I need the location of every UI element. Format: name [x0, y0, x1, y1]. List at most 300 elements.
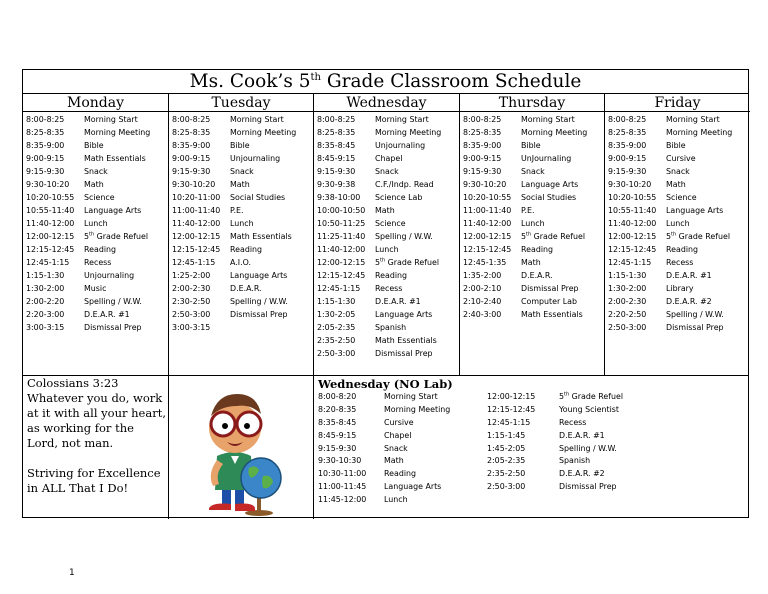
- time-slot: 10:00-10:50: [317, 206, 366, 215]
- activity: C.F./Indp. Read: [375, 180, 434, 189]
- time-slot: 8:00-8:25: [26, 115, 65, 124]
- schedule-row: [26, 126, 168, 139]
- time-slot: 10:20-10:55: [463, 193, 512, 202]
- day-header: Tuesday: [169, 94, 313, 112]
- schedule-row: [463, 230, 604, 243]
- activity: P.E.: [521, 206, 535, 215]
- verse-reference: Colossians 3:23: [27, 376, 119, 390]
- schedule-row: [26, 256, 168, 269]
- activity: Math Essentials: [375, 336, 437, 345]
- activity: 5th Grade Refuel: [375, 257, 440, 267]
- day-header: Wednesday: [314, 94, 459, 112]
- activity: Math: [84, 180, 104, 189]
- activity: Lunch: [375, 245, 399, 254]
- activity: Morning Start: [384, 392, 438, 401]
- activity: Science Lab: [375, 193, 423, 202]
- time-slot: 11:40-12:00: [172, 219, 221, 228]
- schedule-row: [487, 391, 623, 404]
- schedule-row: [317, 191, 459, 204]
- time-slot: 11:40-12:00: [26, 219, 75, 228]
- activity: D.E.A.R. #2: [559, 469, 605, 479]
- bottom-section: [23, 375, 748, 519]
- activity: Social Studies: [521, 193, 577, 202]
- schedule-row: [608, 256, 750, 269]
- schedule-row: [487, 430, 623, 443]
- activity: Computer Lab: [521, 297, 577, 306]
- schedule-row: [487, 455, 623, 468]
- time-slot: 10:55-11:40: [26, 206, 75, 215]
- activity: Dismissal Prep: [521, 284, 579, 293]
- time-slot: 8:25-8:35: [317, 128, 356, 137]
- time-slot: 8:25-8:35: [608, 128, 647, 137]
- schedule-row: [487, 417, 623, 430]
- schedule-row: [26, 282, 168, 295]
- activity: Unjournaling: [84, 271, 135, 280]
- activity: Language Arts: [84, 206, 142, 215]
- day-rows: [460, 112, 604, 321]
- time-slot: 10:20-11:00: [172, 193, 221, 202]
- activity: D.E.A.R. #2: [666, 297, 712, 306]
- activity: Reading: [375, 271, 408, 280]
- time-slot: 9:30-10:20: [172, 180, 216, 189]
- time-slot: 12:45-1:15: [172, 258, 216, 267]
- time-slot: 2:20-3:00: [26, 310, 65, 319]
- time-slot: 11:25-11:40: [317, 232, 366, 241]
- time-slot: 9:30-10:20: [26, 180, 70, 189]
- time-slot: 9:15-9:30: [463, 167, 502, 176]
- activity: 5th Grade Refuel: [666, 231, 731, 241]
- activity: Social Studies: [230, 193, 286, 202]
- clipart-illustration: [169, 376, 313, 519]
- schedule-row: [26, 165, 168, 178]
- time-slot: 11:00-11:40: [463, 206, 512, 215]
- schedule-row: [172, 178, 313, 191]
- schedule-row: [463, 113, 604, 126]
- time-slot: 8:00-8:25: [463, 115, 502, 124]
- wednesday-no-lab-left: [318, 391, 450, 507]
- activity: Language Arts: [666, 206, 724, 215]
- time-slot: 12:45-1:15: [26, 258, 70, 267]
- activity: Bible: [230, 141, 250, 150]
- activity: Math: [666, 180, 686, 189]
- time-slot: 12:45-1:35: [463, 258, 507, 267]
- time-slot: 1:45-2:05: [487, 443, 526, 453]
- activity: UnJournaling: [521, 154, 572, 163]
- schedule-row: [608, 178, 750, 191]
- activity: Math Essentials: [521, 310, 583, 319]
- time-slot: 1:30-2:00: [26, 284, 65, 293]
- schedule-table: [22, 69, 749, 518]
- activity: Science: [375, 219, 406, 228]
- time-slot: 1:35-2:00: [463, 271, 502, 280]
- schedule-row: [172, 113, 313, 126]
- activity: Dismissal Prep: [375, 349, 433, 358]
- activity: Morning Meeting: [521, 128, 588, 137]
- activity: Dismissal Prep: [559, 482, 617, 492]
- day-header: Thursday: [460, 94, 604, 112]
- schedule-row: [26, 243, 168, 256]
- time-slot: 2:10-2:40: [463, 297, 502, 306]
- activity: Recess: [375, 284, 403, 293]
- day-column-tuesday: [169, 94, 314, 375]
- schedule-row: [26, 230, 168, 243]
- schedule-row: [317, 269, 459, 282]
- schedule-row: [172, 139, 313, 152]
- time-slot: 8:00-8:25: [172, 115, 211, 124]
- schedule-row: [172, 152, 313, 165]
- activity: Unjournaling: [375, 141, 426, 150]
- schedule-row: [608, 321, 750, 334]
- activity: A.I.O.: [230, 258, 252, 267]
- activity: Reading: [666, 245, 699, 254]
- time-slot: 12:00-12:15: [26, 232, 75, 241]
- schedule-row: [318, 468, 450, 481]
- time-slot: 12:45-1:15: [487, 417, 531, 427]
- time-slot: 9:00-9:15: [26, 154, 65, 163]
- activity: Lunch: [521, 219, 545, 228]
- activity: Morning Meeting: [666, 128, 733, 137]
- time-slot: 1:15-1:30: [26, 271, 65, 280]
- schedule-row: [317, 243, 459, 256]
- time-slot: 2:40-3:00: [463, 310, 502, 319]
- motto-text: Striving for Excellence in ALL That I Do!: [27, 466, 161, 495]
- schedule-row: [608, 243, 750, 256]
- time-slot: 11:45-12:00: [318, 495, 367, 505]
- time-slot: 8:45-9:15: [317, 154, 356, 163]
- schedule-row: [463, 126, 604, 139]
- time-slot: 12:00-12:15: [463, 232, 512, 241]
- schedule-row: [487, 404, 623, 417]
- time-slot: 2:00-2:30: [608, 297, 647, 306]
- schedule-row: [608, 230, 750, 243]
- page-number: 1: [69, 568, 75, 578]
- student-globe-icon: [169, 376, 314, 519]
- time-slot: 10:20-10:55: [26, 193, 75, 202]
- time-slot: 9:30-10:20: [608, 180, 652, 189]
- activity: Math Essentials: [230, 232, 292, 241]
- activity: Bible: [666, 141, 686, 150]
- schedule-row: [26, 269, 168, 282]
- schedule-row: [317, 113, 459, 126]
- activity: D.E.A.R. #1: [559, 430, 605, 440]
- time-slot: 12:00-12:15: [172, 232, 221, 241]
- schedule-row: [487, 481, 623, 494]
- schedule-row: [26, 204, 168, 217]
- time-slot: 1:15-1:45: [487, 430, 526, 440]
- time-slot: 2:50-3:00: [487, 482, 526, 492]
- time-slot: 2:50-3:00: [172, 310, 211, 319]
- time-slot: 2:50-3:00: [317, 349, 356, 358]
- schedule-row: [26, 178, 168, 191]
- schedule-row: [26, 321, 168, 334]
- time-slot: 2:00-2:30: [172, 284, 211, 293]
- activity: Reading: [230, 245, 263, 254]
- activity: Reading: [384, 469, 417, 479]
- time-slot: 10:55-11:40: [608, 206, 657, 215]
- schedule-row: [317, 256, 459, 269]
- activity: D.E.A.R.: [521, 271, 553, 280]
- title-superscript: th: [310, 71, 321, 83]
- schedule-row: [172, 308, 313, 321]
- day-rows: [169, 112, 313, 334]
- time-slot: 12:00-12:15: [487, 392, 536, 401]
- activity: D.E.A.R.: [230, 284, 262, 293]
- schedule-row: [463, 308, 604, 321]
- time-slot: 12:15-12:45: [172, 245, 221, 254]
- activity: Lunch: [666, 219, 690, 228]
- page-title: [23, 70, 748, 94]
- schedule-row: [318, 481, 450, 494]
- schedule-row: [317, 178, 459, 191]
- schedule-row: [487, 443, 623, 456]
- time-slot: 8:25-8:35: [26, 128, 65, 137]
- activity: Snack: [375, 167, 399, 176]
- activity: Math Essentials: [84, 154, 146, 163]
- activity: D.E.A.R. #1: [84, 310, 130, 319]
- activity: Reading: [521, 245, 554, 254]
- time-slot: 8:25-8:35: [463, 128, 502, 137]
- time-slot: 9:30-9:38: [317, 180, 356, 189]
- time-slot: 11:40-12:00: [463, 219, 512, 228]
- schedule-row: [318, 455, 450, 468]
- day-rows: [314, 112, 459, 360]
- time-slot: 12:15-12:45: [463, 245, 512, 254]
- time-slot: 2:05-2:35: [317, 323, 356, 332]
- time-slot: 9:38-10:00: [317, 193, 361, 202]
- schedule-row: [608, 152, 750, 165]
- time-slot: 9:30-10:30: [318, 456, 362, 466]
- activity: Recess: [84, 258, 112, 267]
- schedule-row: [608, 269, 750, 282]
- schedule-row: [608, 113, 750, 126]
- activity: Math: [384, 456, 404, 466]
- activity: Bible: [521, 141, 541, 150]
- activity: Snack: [666, 167, 690, 176]
- activity: Morning Start: [521, 115, 575, 124]
- time-slot: 2:05-2:35: [487, 456, 526, 466]
- activity: Morning Meeting: [384, 404, 451, 414]
- time-slot: 8:45-9:15: [318, 430, 357, 440]
- schedule-row: [317, 230, 459, 243]
- day-header: Friday: [605, 94, 750, 112]
- schedule-row: [26, 139, 168, 152]
- time-slot: 8:35-9:00: [463, 141, 502, 150]
- schedule-row: [318, 391, 450, 404]
- schedule-row: [172, 165, 313, 178]
- schedule-row: [608, 295, 750, 308]
- schedule-row: [317, 334, 459, 347]
- schedule-row: [317, 321, 459, 334]
- activity: Spelling / W.W.: [84, 297, 142, 306]
- title-day: Wednesday: [318, 377, 390, 391]
- schedule-row: [463, 295, 604, 308]
- schedule-row: [26, 152, 168, 165]
- schedule-row: [172, 230, 313, 243]
- activity: Math: [521, 258, 541, 267]
- activity: Dismissal Prep: [84, 323, 142, 332]
- schedule-row: [317, 282, 459, 295]
- schedule-row: [463, 256, 604, 269]
- time-slot: 9:15-9:30: [608, 167, 647, 176]
- time-slot: 9:30-10:20: [463, 180, 507, 189]
- time-slot: 9:15-9:30: [26, 167, 65, 176]
- time-slot: 2:00-2:10: [463, 284, 502, 293]
- schedule-row: [172, 191, 313, 204]
- activity: Morning Meeting: [84, 128, 151, 137]
- schedule-row: [172, 321, 313, 334]
- title-suffix: Grade Classroom Schedule: [320, 71, 582, 92]
- activity: Language Arts: [230, 271, 288, 280]
- schedule-row: [172, 243, 313, 256]
- schedule-row: [317, 126, 459, 139]
- activity: Lunch: [384, 495, 408, 505]
- time-slot: 12:15-12:45: [608, 245, 657, 254]
- activity: Science: [84, 193, 115, 202]
- time-slot: 8:35-8:45: [317, 141, 356, 150]
- schedule-row: [487, 468, 623, 481]
- activity: Lunch: [230, 219, 254, 228]
- wednesday-no-lab-box: [314, 376, 750, 519]
- schedule-row: [463, 282, 604, 295]
- schedule-row: [317, 347, 459, 360]
- activity: Recess: [559, 417, 587, 427]
- schedule-row: [608, 217, 750, 230]
- activity: Language Arts: [521, 180, 579, 189]
- activity: Language Arts: [375, 310, 433, 319]
- schedule-row: [317, 165, 459, 178]
- schedule-row: [26, 308, 168, 321]
- schedule-row: [172, 295, 313, 308]
- schedule-row: [463, 269, 604, 282]
- schedule-row: [463, 217, 604, 230]
- schedule-row: [318, 417, 450, 430]
- schedule-row: [172, 269, 313, 282]
- activity: P.E.: [230, 206, 244, 215]
- activity: 5th Grade Refuel: [84, 231, 149, 241]
- schedule-row: [26, 217, 168, 230]
- time-slot: 1:25-2:00: [172, 271, 211, 280]
- schedule-row: [317, 308, 459, 321]
- activity: Spelling / W.W.: [666, 310, 724, 319]
- time-slot: 11:40-12:00: [317, 245, 366, 254]
- activity: Reading: [84, 245, 117, 254]
- schedule-row: [463, 204, 604, 217]
- time-slot: 10:20-10:55: [608, 193, 657, 202]
- time-slot: 8:00-8:25: [317, 115, 356, 124]
- schedule-row: [172, 282, 313, 295]
- time-slot: 11:00-11:40: [172, 206, 221, 215]
- day-column-monday: [23, 94, 169, 375]
- schedule-row: [26, 113, 168, 126]
- activity: Morning Start: [666, 115, 720, 124]
- schedule-row: [463, 178, 604, 191]
- schedule-row: [318, 443, 450, 456]
- activity: Language Arts: [384, 482, 442, 492]
- time-slot: 12:45-1:15: [317, 284, 361, 293]
- day-column-wednesday: [314, 94, 460, 375]
- time-slot: 10:30-11:00: [318, 469, 367, 479]
- activity: Dismissal Prep: [230, 310, 288, 319]
- activity: Math: [375, 206, 395, 215]
- time-slot: 9:15-9:30: [172, 167, 211, 176]
- time-slot: 2:30-2:50: [172, 297, 211, 306]
- time-slot: 1:15-1:30: [608, 271, 647, 280]
- schedule-row: [463, 139, 604, 152]
- schedule-row: [317, 139, 459, 152]
- activity: Snack: [384, 443, 408, 453]
- activity: Morning Meeting: [230, 128, 297, 137]
- schedule-row: [463, 191, 604, 204]
- title-note: (NO Lab): [393, 377, 453, 391]
- activity: Science: [666, 193, 697, 202]
- activity: Spanish: [375, 323, 407, 332]
- time-slot: 1:30-2:05: [317, 310, 356, 319]
- activity: Cursive: [384, 417, 414, 427]
- activity: D.E.A.R. #1: [666, 271, 712, 280]
- time-slot: 11:40-12:00: [608, 219, 657, 228]
- time-slot: 12:00-12:15: [317, 258, 366, 267]
- activity: Snack: [230, 167, 254, 176]
- schedule-row: [318, 494, 450, 507]
- time-slot: 12:00-12:15: [608, 232, 657, 241]
- activity: Dismissal Prep: [666, 323, 724, 332]
- day-rows: [605, 112, 750, 334]
- activity: Young Scientist: [559, 404, 620, 414]
- time-slot: 12:15-12:45: [487, 404, 536, 414]
- time-slot: 8:35-9:00: [26, 141, 65, 150]
- schedule-row: [608, 282, 750, 295]
- activity: Music: [84, 284, 107, 293]
- schedule-row: [608, 139, 750, 152]
- day-header: Monday: [23, 94, 168, 112]
- activity: Spelling / W.W.: [559, 443, 617, 453]
- time-slot: 12:15-12:45: [26, 245, 75, 254]
- schedule-row: [172, 126, 313, 139]
- activity: Morning Start: [84, 115, 138, 124]
- time-slot: 12:15-12:45: [317, 271, 366, 280]
- schedule-row: [318, 430, 450, 443]
- activity: Library: [666, 284, 694, 293]
- activity: Chapel: [375, 154, 403, 163]
- time-slot: 9:00-9:15: [608, 154, 647, 163]
- time-slot: 3:00-3:15: [26, 323, 65, 332]
- activity: Cursive: [666, 154, 696, 163]
- time-slot: 2:35-2:50: [487, 469, 526, 479]
- time-slot: 8:20-8:35: [318, 404, 357, 414]
- verse-text: Whatever you do, work at it with all your heart, as working for the Lord, not man.: [27, 391, 166, 450]
- time-slot: 8:35-9:00: [608, 141, 647, 150]
- activity: Bible: [84, 141, 104, 150]
- time-slot: 12:45-1:15: [608, 258, 652, 267]
- activity: Morning Start: [375, 115, 429, 124]
- activity: Spanish: [559, 456, 591, 466]
- time-slot: 8:00-8:20: [318, 392, 357, 401]
- schedule-row: [317, 204, 459, 217]
- day-rows: [23, 112, 168, 334]
- time-slot: 1:30-2:00: [608, 284, 647, 293]
- schedule-row: [172, 256, 313, 269]
- activity: Unjournaling: [230, 154, 281, 163]
- schedule-row: [608, 191, 750, 204]
- time-slot: 8:35-9:00: [172, 141, 211, 150]
- schedule-row: [317, 295, 459, 308]
- time-slot: 2:00-2:20: [26, 297, 65, 306]
- activity: Lunch: [84, 219, 108, 228]
- time-slot: 2:35-2:50: [317, 336, 356, 345]
- wednesday-no-lab-right: [487, 391, 623, 494]
- time-slot: 2:20-2:50: [608, 310, 647, 319]
- time-slot: 3:00-3:15: [172, 323, 211, 332]
